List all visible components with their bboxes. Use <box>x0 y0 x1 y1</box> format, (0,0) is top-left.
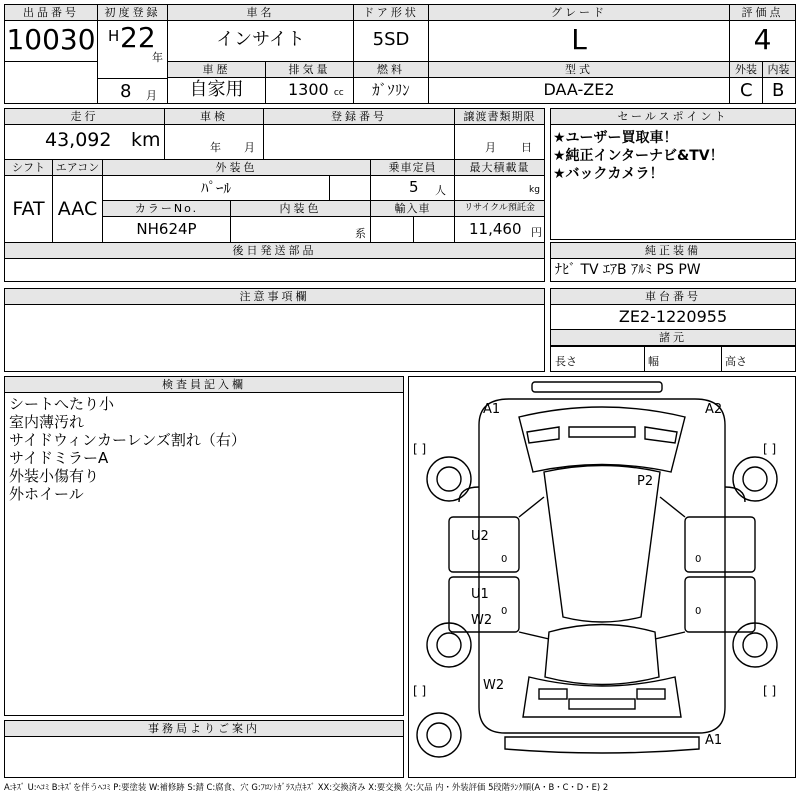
inspector-note: サイドミラーA <box>9 449 109 467</box>
grade-cell <box>429 5 730 61</box>
history-label: 車歴 <box>168 62 265 78</box>
door-cell <box>354 5 429 61</box>
intcolor-cell <box>231 201 371 242</box>
ext-label: 外装 <box>731 62 763 77</box>
transfer-cell <box>455 109 544 159</box>
int-grade: B <box>772 80 785 101</box>
color: ﾊﾟｰﾙ <box>200 179 231 197</box>
mileage: 43,092 <box>45 129 112 151</box>
inspector-box <box>4 376 404 716</box>
capacity-cell <box>371 160 455 200</box>
score: 4 <box>753 23 772 56</box>
inspector-note: 外装小傷有り <box>9 467 100 485</box>
mark-u2: U2 <box>471 529 489 544</box>
selling-points-label: セールスポイント <box>551 109 795 125</box>
history-cell <box>168 62 266 103</box>
displacement: 1300 <box>288 80 329 99</box>
mark-a2-front: A2 <box>705 402 723 417</box>
color-label: 外装色 <box>103 160 370 176</box>
import-cell <box>371 201 455 242</box>
mark-p2: P2 <box>637 474 654 489</box>
mark-u1: U1 <box>471 587 489 602</box>
month-unit: 月 <box>146 89 157 102</box>
score-label: 評価点 <box>730 5 795 21</box>
later-parts-cell <box>5 243 544 281</box>
regno-cell <box>264 109 455 159</box>
mileage-unit: km <box>131 129 161 151</box>
inspection-label: 車検 <box>165 109 263 125</box>
chassis-label: 車台番号 <box>551 289 795 305</box>
inspector-note: 外ホイール <box>9 485 84 503</box>
selling-points-box <box>550 108 796 240</box>
capacity: 5 <box>409 178 419 196</box>
transfer-label: 譲渡書類期限 <box>455 109 544 125</box>
bracket-left-front: [ ] <box>413 442 427 456</box>
mark-a1-front: A1 <box>483 402 501 417</box>
fuel: ｶﾞｿﾘﾝ <box>372 81 410 99</box>
shift: FAT <box>12 198 45 220</box>
office-box <box>4 720 404 778</box>
notes-box <box>4 288 545 372</box>
model-label: 型式 <box>429 62 729 78</box>
dims-label: 諸元 <box>551 330 795 346</box>
zero-mark: 0 <box>695 554 702 565</box>
displacement-cell <box>266 62 354 103</box>
transfer-day-unit: 日 <box>521 141 532 154</box>
lot-label: 出品番号 <box>5 5 97 21</box>
intcolor-label: 内装色 <box>231 201 370 217</box>
selling-point: ★バックカメラ！ <box>553 166 664 182</box>
model-code: DAA-ZE2 <box>543 80 615 99</box>
color-cell <box>103 160 371 200</box>
recycle-cell <box>455 201 544 242</box>
ext-int-labels <box>730 62 795 78</box>
car-diagram <box>409 377 795 777</box>
inspector-label: 検査員記入欄 <box>5 377 403 393</box>
displacement-label: 排気量 <box>266 62 353 78</box>
inspection-month-unit: 月 <box>244 141 255 154</box>
import-label: 輸入車 <box>371 201 454 217</box>
mark-a1-rear: A1 <box>705 733 723 748</box>
chassis-number: ZE2-1220955 <box>618 307 728 326</box>
fuel-label: 燃料 <box>354 62 428 78</box>
bracket-right-rear: [ ] <box>763 684 777 698</box>
lot-cell <box>5 5 98 61</box>
equipment-box <box>550 242 796 282</box>
recycle-label: リサイクル預託金 <box>455 201 544 217</box>
equipment-list: ﾅﾋﾞ TV ｴｱB ｱﾙﾐ PS PW <box>555 262 701 278</box>
mileage-cell <box>5 109 165 159</box>
mileage-label: 走行 <box>5 109 164 125</box>
ac-cell <box>53 160 103 242</box>
reg-year: 22 <box>120 21 156 54</box>
inspection-cell <box>165 109 264 159</box>
equipment-label: 純正装備 <box>551 243 795 259</box>
capacity-label: 乗車定員 <box>371 160 454 176</box>
vehicle-details-table <box>4 108 545 282</box>
inspector-note: シートへたり小 <box>9 395 115 413</box>
recycle: 11,460 <box>469 220 522 238</box>
model-cell <box>429 62 730 103</box>
reg-month: 8 <box>120 81 132 102</box>
load-unit: kg <box>529 185 540 195</box>
top-info-table <box>4 4 796 104</box>
history: 自家用 <box>189 79 244 100</box>
lot-number: 10030 <box>6 23 96 56</box>
bracket-left-rear: [ ] <box>413 684 427 698</box>
width-label: 幅 <box>648 355 659 368</box>
zero-mark: 0 <box>501 554 508 565</box>
colorno-cell <box>103 201 231 242</box>
bracket-right-front: [ ] <box>763 442 777 456</box>
shift-cell <box>5 160 53 242</box>
colorno-label: カラーNo. <box>103 201 230 217</box>
zero-mark: 0 <box>695 606 702 617</box>
selling-point: ★純正インターナビ&TV！ <box>553 148 724 164</box>
inspection-year-unit: 年 <box>210 141 221 154</box>
car-name-cell <box>168 5 354 61</box>
regno-label: 登録番号 <box>264 109 454 125</box>
registration-cell <box>98 5 168 103</box>
mark-w2-door: W2 <box>471 613 493 628</box>
height-label: 高さ <box>725 355 747 368</box>
displacement-unit: cc <box>333 88 344 98</box>
inspector-note: 室内薄汚れ <box>9 413 85 431</box>
shift-label: シフト <box>5 160 52 176</box>
recycle-unit: 円 <box>531 226 542 239</box>
legend: A:ｷｽﾞ U:ﾍｺﾐ B:ｷｽﾞを伴うﾍｺﾐ P:要塗装 W:補修跡 S:錆 C:腐食、穴 G:ﾌﾛﾝﾄｶﾞﾗｽ点ｷｽﾞ XX:交換済み X:要交換 欠:欠品 内・外装評価 5段階ﾗﾝｸ順(A・B・C・D・E) 2 <box>4 782 609 792</box>
reg-label: 初度登録 <box>98 5 167 21</box>
notes-label: 注意事項欄 <box>5 289 544 305</box>
grade-label: グレード <box>429 5 729 21</box>
car-diagram-box <box>408 376 796 778</box>
inspector-note: サイドウィンカーレンズ割れ（右） <box>9 431 246 449</box>
grade: L <box>571 23 587 56</box>
chassis-box <box>550 288 796 372</box>
car-name-label: 車名 <box>168 5 353 21</box>
door-label: ドア形状 <box>354 5 428 21</box>
mark-w2-rear: W2 <box>483 678 505 693</box>
year-unit: 年 <box>152 51 163 64</box>
ac-label: エアコン <box>53 160 102 176</box>
office-label: 事務局よりご案内 <box>5 721 403 737</box>
ext-int-cell <box>730 62 795 103</box>
car-name: インサイト <box>216 29 305 50</box>
door-type: 5SD <box>372 29 410 50</box>
ext-grade: C <box>740 80 753 101</box>
score-cell <box>730 5 795 61</box>
lot-blank <box>5 61 98 103</box>
color-number: NH624P <box>136 220 197 238</box>
load-label: 最大積載量 <box>455 160 544 176</box>
selling-point: ★ユーザー買取車！ <box>553 130 678 146</box>
era: H <box>108 27 120 45</box>
load-cell <box>455 160 544 200</box>
int-label: 内装 <box>767 63 790 76</box>
intcolor-unit: 系 <box>355 227 366 240</box>
transfer-month-unit: 月 <box>485 141 496 154</box>
zero-mark: 0 <box>501 606 508 617</box>
capacity-unit: 人 <box>435 184 446 197</box>
later-parts-label: 後日発送部品 <box>5 243 544 259</box>
ac: AAC <box>57 198 98 220</box>
length-label: 長さ <box>555 355 577 368</box>
fuel-cell <box>354 62 429 103</box>
